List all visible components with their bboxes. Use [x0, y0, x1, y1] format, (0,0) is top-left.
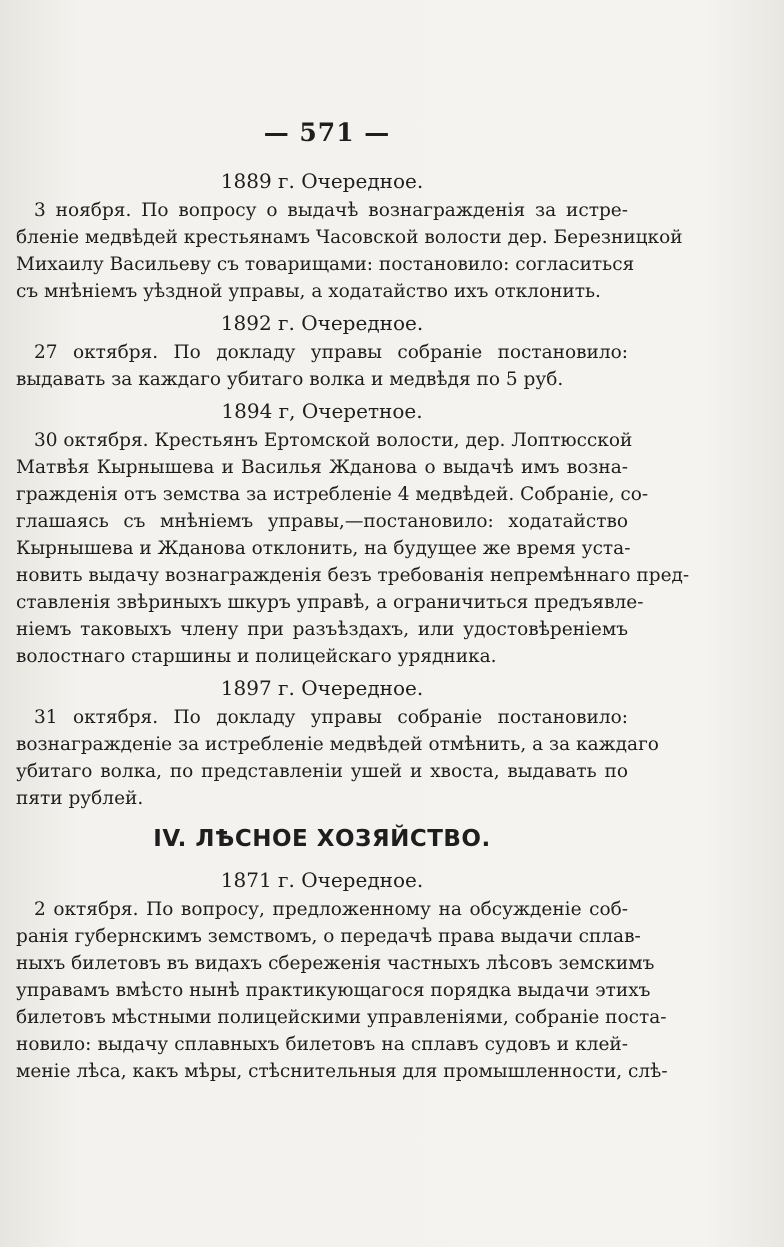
- entries-bottom: [16, 866, 668, 1085]
- text-line: пяти рублей.: [16, 788, 144, 809]
- entry-paragraph: [16, 197, 683, 305]
- year-heading: 1894 г, Очеретное.: [221, 399, 423, 423]
- text-line: Михаилу Васильеву съ товарищами: постановило: согласиться: [16, 254, 635, 275]
- text-line: выдавать за каждаго убитаго волка и медвѣдя по 5 руб.: [16, 369, 564, 390]
- text-line: новило: выдачу сплавныхъ билетовъ на сплавъ судовъ и клей-: [16, 1034, 628, 1055]
- text-line: бленіе медвѣдей крестьянамъ Часовской волости дер. Березницкой: [16, 227, 683, 248]
- text-line: новить выдачу вознагражденія безъ требованія непремѣннаго пред-: [16, 565, 690, 586]
- text-line: билетовъ мѣстными полицейскими управленіями, собраніе поста-: [16, 1007, 667, 1028]
- text-line: волостнаго старшины и полицейскаго урядника.: [16, 646, 497, 667]
- text-line: 31 октября. По докладу управы собраніе постановило:: [34, 707, 628, 728]
- text-column: [16, 118, 690, 1085]
- text-line: ніемъ таковыхъ члену при разъѣздахъ, или удостовѣреніемъ: [16, 619, 628, 640]
- year-heading: 1889 г. Очередное.: [220, 169, 424, 193]
- entry-paragraph: [16, 427, 690, 670]
- text-line: управамъ вмѣсто нынѣ практикующагося порядка выдачи этихъ: [16, 980, 651, 1001]
- text-line: меніе лѣса, какъ мѣры, стѣснительныя для промышленности, слѣ-: [16, 1061, 668, 1082]
- text-line: 30 октября. Крестьянъ Ертомской волости, дер. Лоптюсской: [34, 430, 633, 451]
- text-line: ныхъ билетовъ въ видахъ сбереженія частныхъ лѣсовъ земскимъ: [16, 953, 655, 974]
- year-heading: 1892 г. Очередное.: [220, 311, 424, 335]
- section-heading: IV. ЛѢСНОЕ ХОЗЯЙСТВО.: [153, 826, 491, 852]
- text-line: Матвѣя Кырнышева и Василья Жданова о выдачѣ имъ возна-: [16, 457, 628, 478]
- text-line: съ мнѣніемъ уѣздной управы, а ходатайство ихъ отклонить.: [16, 281, 601, 302]
- entry-paragraph: [16, 896, 668, 1085]
- year-heading: 1871 г. Очередное.: [220, 868, 424, 892]
- text-line: ставленія звѣриныхъ шкуръ управѣ, а ограничиться предъявле-: [16, 592, 644, 613]
- text-line: 2 октября. По вопросу, предложенному на обсужденіе соб-: [34, 899, 628, 920]
- entry-paragraph: [16, 704, 659, 812]
- entries-top: [16, 167, 690, 812]
- text-line: вознагражденіе за истребленіе медвѣдей отмѣнить, а за каждаго: [16, 734, 659, 755]
- text-line: гражденія отъ земства за истребленіе 4 медвѣдей. Собраніе, со-: [16, 484, 649, 505]
- year-heading: 1897 г. Очередное.: [220, 676, 424, 700]
- text-line: 27 октября. По докладу управы собраніе постановило:: [34, 342, 628, 363]
- text-line: 3 ноября. По вопросу о выдачѣ вознагражденія за истре-: [34, 200, 628, 221]
- entry-paragraph: [16, 339, 628, 393]
- text-line: Кырнышева и Жданова отклонить, на будущее же время уста-: [16, 538, 631, 559]
- text-line: ранія губернскимъ земствомъ, о передачѣ права выдачи сплав-: [16, 926, 641, 947]
- page-number: — 571 —: [263, 118, 391, 147]
- text-line: убитаго волка, по представленіи ушей и хвоста, выдавать по: [16, 761, 628, 782]
- text-line: глашаясь съ мнѣніемъ управы,—постановило: ходатайство: [16, 511, 628, 532]
